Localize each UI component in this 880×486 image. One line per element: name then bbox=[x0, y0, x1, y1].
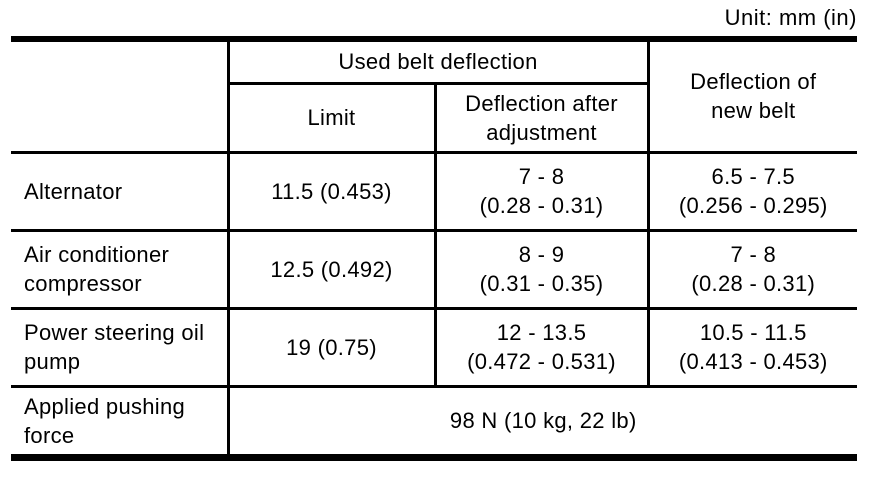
limit-value: 11.5 (0.453) bbox=[228, 152, 435, 230]
header-deflection-of-new-belt: Deflection of new belt bbox=[648, 39, 857, 152]
value-mm: 7 - 8 bbox=[730, 242, 777, 268]
value-in: (0.28 - 0.31) bbox=[691, 271, 816, 297]
row-label: Applied pushing force bbox=[11, 386, 228, 457]
after-adjustment-value bbox=[435, 308, 648, 386]
value-in: (0.28 - 0.31) bbox=[479, 193, 604, 219]
header-limit: Limit bbox=[228, 83, 435, 152]
table-row-applied-pushing-force bbox=[11, 386, 857, 457]
new-belt-value bbox=[648, 230, 857, 308]
value-in: (0.256 - 0.295) bbox=[678, 193, 828, 219]
value-in: (0.413 - 0.453) bbox=[678, 349, 828, 375]
value-mm: 6.5 - 7.5 bbox=[711, 164, 795, 190]
after-adjustment-value bbox=[435, 152, 648, 230]
value-mm: 12 - 13.5 bbox=[496, 320, 587, 346]
header-deflection-after-adjustment: Deflection after adjustment bbox=[435, 83, 648, 152]
value-mm: 8 - 9 bbox=[518, 242, 565, 268]
new-belt-value bbox=[648, 308, 857, 386]
table-row-alternator bbox=[11, 152, 857, 230]
new-belt-value bbox=[648, 152, 857, 230]
value-in: (0.31 - 0.35) bbox=[479, 271, 604, 297]
value-mm: 10.5 - 11.5 bbox=[699, 320, 807, 346]
value-mm: 7 - 8 bbox=[518, 164, 565, 190]
unit-label: Unit: mm (in) bbox=[724, 5, 857, 30]
header-used-belt-deflection: Used belt deflection bbox=[228, 39, 648, 83]
header-row-group bbox=[11, 39, 857, 83]
table-row-power-steering-oil-pump bbox=[11, 308, 857, 386]
row-label: Alternator bbox=[11, 152, 228, 230]
row-label: Air conditioner compressor bbox=[11, 230, 228, 308]
corner-cell bbox=[11, 39, 228, 152]
limit-value: 19 (0.75) bbox=[228, 308, 435, 386]
table-row-air-conditioner-compressor bbox=[11, 230, 857, 308]
belt-deflection-table bbox=[11, 36, 857, 461]
value-in: (0.472 - 0.531) bbox=[467, 349, 616, 375]
after-adjustment-value bbox=[435, 230, 648, 308]
limit-value: 12.5 (0.492) bbox=[228, 230, 435, 308]
applied-pushing-force-value: 98 N (10 kg, 22 lb) bbox=[228, 386, 857, 457]
row-label: Power steering oil pump bbox=[11, 308, 228, 386]
